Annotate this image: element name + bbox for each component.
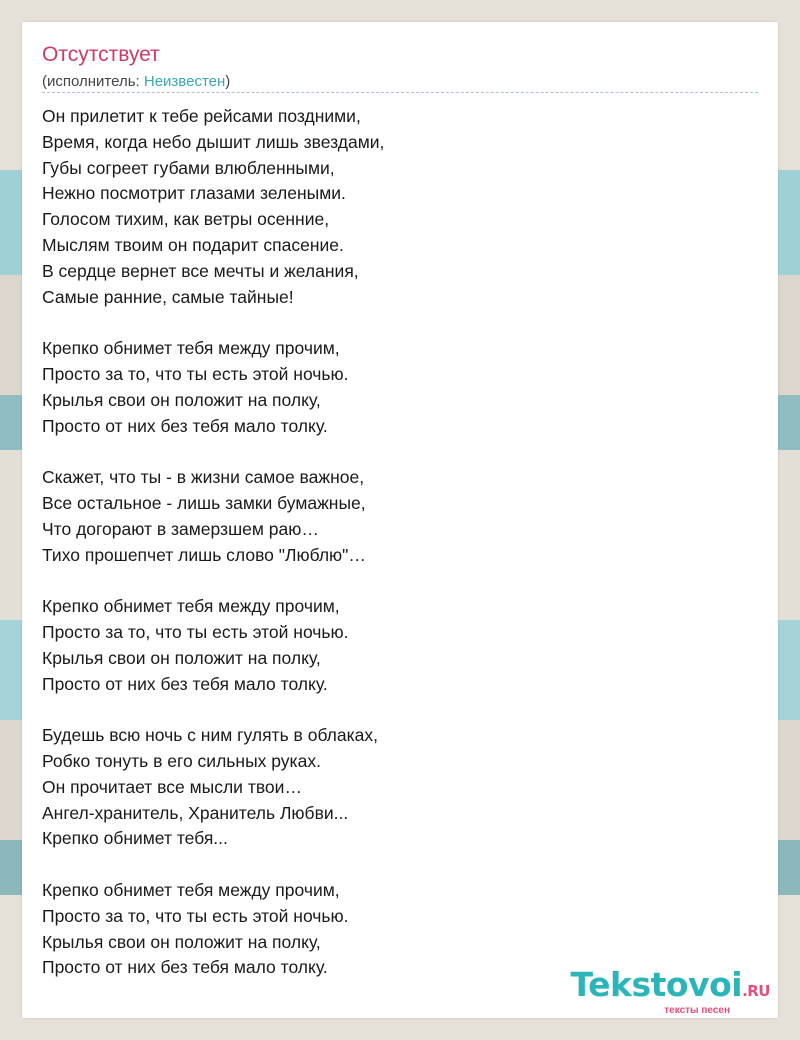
- header-divider: [42, 92, 758, 93]
- lyrics-line: Все остальное - лишь замки бумажные,: [42, 492, 366, 513]
- lyrics-line: Просто за то, что ты есть этой ночью.: [42, 905, 349, 926]
- lyrics-stanza: [42, 594, 758, 697]
- lyrics-body: [42, 104, 758, 1007]
- lyrics-line: Нежно посмотрит глазами зелеными.: [42, 183, 346, 204]
- lyrics-line: Крылья свои он положит на полку,: [42, 389, 321, 410]
- lyrics-line: Просто за то, что ты есть этой ночью.: [42, 621, 349, 642]
- lyrics-line: Крепко обнимет тебя между прочим,: [42, 879, 340, 900]
- lyrics-line: Крылья свои он положит на полку,: [42, 931, 321, 952]
- lyrics-stanza: [42, 104, 758, 310]
- lyrics-line: Он прилетит к тебе рейсами поздними,: [42, 106, 361, 126]
- lyrics-line: Крылья свои он положит на полку,: [42, 647, 321, 668]
- lyrics-line: Время, когда небо дышит лишь звездами,: [42, 131, 385, 152]
- lyrics-card: [22, 22, 778, 1018]
- artist-prefix: (исполнитель:: [42, 73, 144, 90]
- lyrics-line: Голосом тихим, как ветры осенние,: [42, 209, 330, 230]
- lyrics-line: Он прочитает все мысли твои…: [42, 776, 302, 797]
- lyrics-line: В сердце вернет все мечты и желания,: [42, 260, 359, 281]
- logo-tld: .RU: [742, 982, 770, 1000]
- lyrics-stanza: [42, 465, 758, 568]
- lyrics-line: Просто от них без тебя мало толку.: [42, 415, 328, 436]
- lyrics-line: Робко тонуть в его сильных руках.: [42, 750, 321, 771]
- lyrics-stanza: [42, 723, 758, 852]
- lyrics-line: Просто за то, что ты есть этой ночью.: [42, 363, 349, 384]
- lyrics-line: Крепко обнимет тебя между прочим,: [42, 596, 340, 617]
- lyrics-line: Что догорают в замерзшем раю…: [42, 518, 319, 539]
- lyrics-line: Тихо прошепчет лишь слово "Люблю"…: [42, 544, 366, 565]
- lyrics-line: Крепко обнимет тебя между прочим,: [42, 338, 340, 359]
- logo-wordmark: [571, 967, 770, 1009]
- artist-line: [42, 72, 230, 92]
- lyrics-line: Мыслям твоим он подарит спасение.: [42, 234, 344, 255]
- artist-suffix: ): [225, 73, 231, 90]
- lyrics-line: Будешь всю ночь с ним гулять в облаках,: [42, 725, 379, 746]
- lyrics-line: Самые ранние, самые тайные!: [42, 286, 294, 307]
- lyrics-line: Скажет, что ты - в жизни самое важное,: [42, 467, 365, 488]
- lyrics-line: Ангел-хранитель, Хранитель Любви...: [42, 802, 349, 823]
- lyrics-line: Крепко обнимет тебя...: [42, 828, 228, 849]
- lyrics-stanza: [42, 336, 758, 439]
- lyrics-line: Просто от них без тебя мало толку.: [42, 673, 328, 694]
- logo-main-text: Tekstovoi: [570, 965, 743, 1004]
- song-title: Отсутствует: [42, 43, 160, 66]
- artist-link[interactable]: Неизвестен: [143, 73, 226, 90]
- lyrics-line: Губы согреет губами влюбленными,: [42, 157, 335, 178]
- lyrics-line: Просто от них без тебя мало толку.: [42, 957, 328, 978]
- site-logo[interactable]: [571, 967, 770, 1016]
- logo-tagline: тексты песен: [664, 1005, 730, 1016]
